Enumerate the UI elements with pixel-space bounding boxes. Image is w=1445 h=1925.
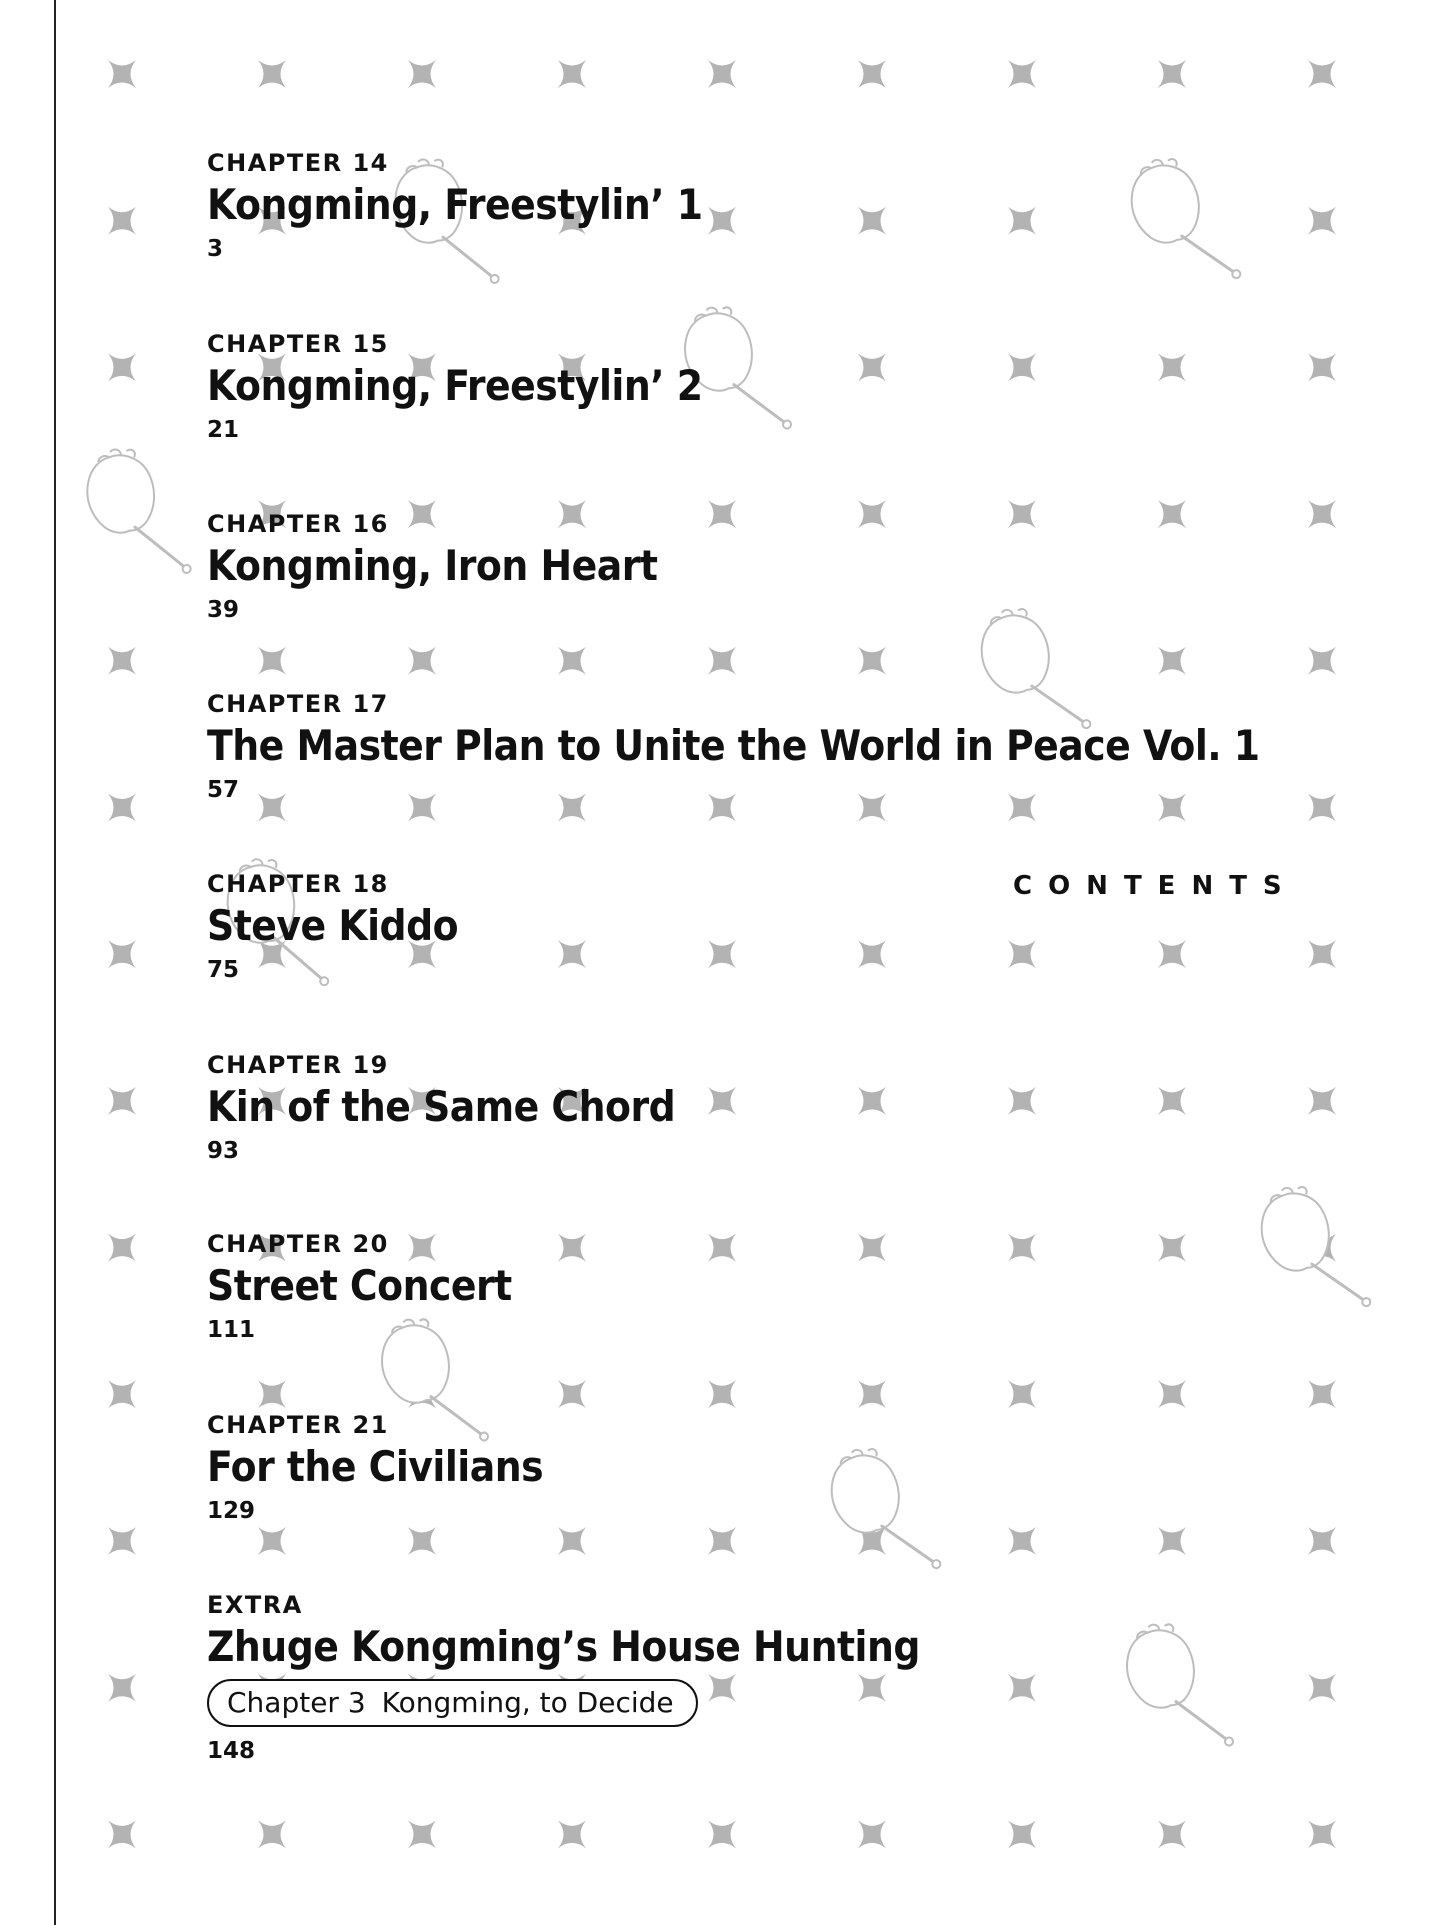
star-mark bbox=[108, 1527, 136, 1555]
page-number: 75 bbox=[207, 957, 240, 983]
star-mark bbox=[108, 647, 136, 675]
page-number: 3 bbox=[207, 236, 224, 262]
extra-subchapter-pill bbox=[207, 1679, 698, 1727]
star-mark bbox=[1308, 207, 1336, 235]
chapter-title: Kongming, Iron Heart bbox=[207, 541, 658, 590]
star-mark bbox=[708, 1820, 736, 1848]
star-mark bbox=[1308, 1674, 1336, 1702]
star-mark bbox=[1308, 500, 1336, 528]
star-mark bbox=[408, 60, 436, 88]
chapter-title: Kongming, Freestylin’ 2 bbox=[207, 361, 703, 410]
star-mark bbox=[1008, 60, 1036, 88]
star-mark bbox=[1158, 1820, 1186, 1848]
page-number: 148 bbox=[207, 1738, 256, 1764]
chapter-title: The Master Plan to Unite the World in Peace Vol. 1 bbox=[207, 721, 1260, 770]
chapter-label: CHAPTER 15 bbox=[207, 330, 389, 358]
page-number: 57 bbox=[207, 777, 240, 803]
star-mark bbox=[858, 1820, 886, 1848]
star-mark bbox=[1008, 1380, 1036, 1408]
toc-entry-chapter-17[interactable] bbox=[207, 690, 1307, 804]
star-mark bbox=[108, 1087, 136, 1115]
toc-entry-extra[interactable] bbox=[207, 1591, 1307, 1765]
star-mark bbox=[108, 1820, 136, 1848]
star-mark bbox=[858, 647, 886, 675]
star-mark bbox=[108, 1234, 136, 1262]
chapter-title: Steve Kiddo bbox=[207, 901, 459, 950]
star-mark bbox=[408, 1820, 436, 1848]
chapter-label: CHAPTER 19 bbox=[207, 1051, 389, 1079]
page-number: 93 bbox=[207, 1138, 240, 1164]
page-number: 21 bbox=[207, 417, 240, 443]
chapter-label: CHAPTER 14 bbox=[207, 149, 389, 177]
page-number: 129 bbox=[207, 1498, 256, 1524]
toc-entry-chapter-16[interactable] bbox=[207, 510, 1307, 624]
star-mark bbox=[258, 647, 286, 675]
star-mark bbox=[1158, 60, 1186, 88]
toc-entry-chapter-21[interactable] bbox=[207, 1411, 1307, 1525]
star-mark bbox=[1158, 1527, 1186, 1555]
star-mark bbox=[1308, 1087, 1336, 1115]
chapter-title: For the Civilians bbox=[207, 1442, 544, 1491]
star-mark bbox=[1308, 647, 1336, 675]
star-mark bbox=[858, 1380, 886, 1408]
star-mark bbox=[258, 1380, 286, 1408]
extra-title: Zhuge Kongming’s House Hunting bbox=[207, 1622, 920, 1671]
chapter-label: CHAPTER 17 bbox=[207, 690, 389, 718]
toc-entry-chapter-15[interactable] bbox=[207, 330, 1307, 444]
star-mark bbox=[1008, 1820, 1036, 1848]
star-mark bbox=[858, 60, 886, 88]
star-mark bbox=[108, 353, 136, 381]
subchapter-title: Kongming, to Decide bbox=[381, 1686, 674, 1719]
star-mark bbox=[108, 207, 136, 235]
subchapter-number: Chapter 3 bbox=[227, 1686, 366, 1719]
star-mark bbox=[108, 1674, 136, 1702]
star-mark bbox=[708, 1527, 736, 1555]
star-mark bbox=[258, 1820, 286, 1848]
star-mark bbox=[1308, 1820, 1336, 1848]
star-mark bbox=[108, 940, 136, 968]
chapter-label: CHAPTER 16 bbox=[207, 510, 389, 538]
star-mark bbox=[1308, 794, 1336, 822]
chapter-label: CHAPTER 18 bbox=[207, 870, 389, 898]
star-mark bbox=[708, 1380, 736, 1408]
chapter-title: Kongming, Freestylin’ 1 bbox=[207, 180, 703, 229]
star-mark bbox=[558, 1527, 586, 1555]
star-mark bbox=[1308, 1380, 1336, 1408]
chapter-title: Street Concert bbox=[207, 1261, 512, 1310]
star-mark bbox=[558, 1820, 586, 1848]
star-mark bbox=[108, 60, 136, 88]
star-mark bbox=[408, 647, 436, 675]
star-mark bbox=[558, 647, 586, 675]
contents-heading: CONTENTS bbox=[1013, 871, 1298, 901]
toc-entry-chapter-19[interactable] bbox=[207, 1051, 1307, 1165]
toc-entry-chapter-18[interactable] bbox=[207, 870, 1307, 984]
star-mark bbox=[108, 794, 136, 822]
star-mark bbox=[1308, 60, 1336, 88]
extra-label: EXTRA bbox=[207, 1591, 303, 1619]
chapter-title: Kin of the Same Chord bbox=[207, 1082, 676, 1131]
star-mark bbox=[558, 60, 586, 88]
star-mark bbox=[258, 1527, 286, 1555]
page-number: 39 bbox=[207, 597, 240, 623]
star-mark bbox=[1308, 353, 1336, 381]
star-mark bbox=[708, 60, 736, 88]
chapter-label: CHAPTER 21 bbox=[207, 1411, 389, 1439]
star-mark bbox=[1008, 1527, 1036, 1555]
star-mark bbox=[258, 60, 286, 88]
star-mark bbox=[1308, 1527, 1336, 1555]
chapter-label: CHAPTER 20 bbox=[207, 1230, 389, 1258]
star-mark bbox=[1308, 940, 1336, 968]
star-mark bbox=[1158, 647, 1186, 675]
toc-entry-chapter-14[interactable] bbox=[207, 149, 1307, 263]
star-mark bbox=[408, 1527, 436, 1555]
star-mark bbox=[1158, 1380, 1186, 1408]
star-mark bbox=[108, 1380, 136, 1408]
page-spine-line bbox=[54, 0, 56, 1925]
star-mark bbox=[708, 647, 736, 675]
fan-mark bbox=[78, 439, 192, 592]
toc-entry-chapter-20[interactable] bbox=[207, 1230, 1307, 1344]
star-mark bbox=[558, 1380, 586, 1408]
page-number: 111 bbox=[207, 1317, 256, 1343]
